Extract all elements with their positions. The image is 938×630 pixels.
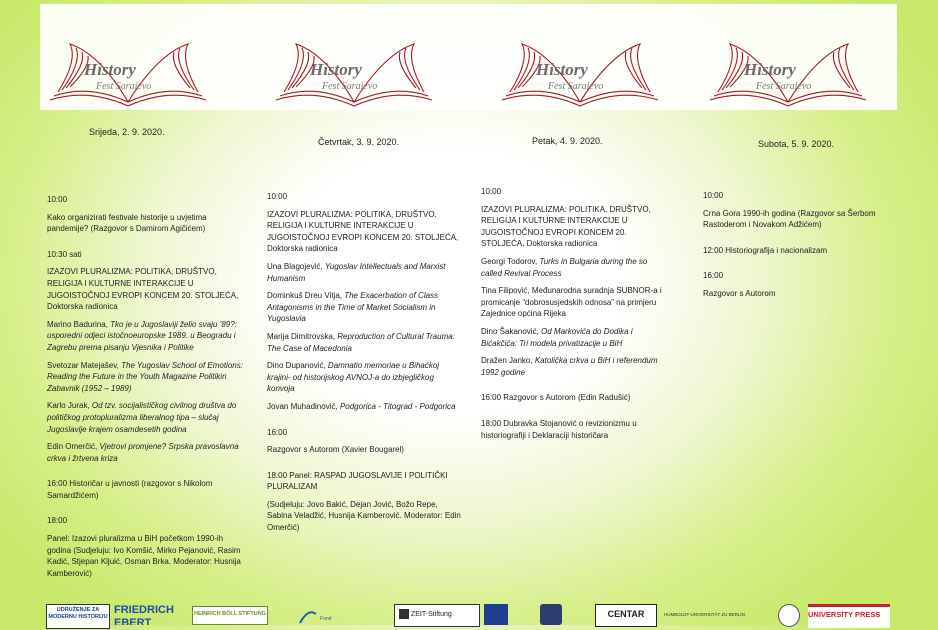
logo-title: History [84, 60, 136, 79]
schedule-item: 10:00 [47, 195, 68, 204]
schedule-column-saturday [703, 190, 893, 306]
schedule-item: IZAZOVI PLURALIZMA: POLITIKA, DRUŠTVO, RELIGIJA I KULTURNE INTERAKCIJE U JUGOISTOČNOJ EVROPI KONCEM 20. STOLJEĆA, Doktorska radionica [47, 267, 239, 312]
schedule-item: Tina Filipović, Međunarodna suradnja SUBNOR-a i promicanje “dobrosusjedskih odnosa” na primjeru Zajednice općina Rijeka [481, 286, 662, 319]
logo-subtitle: Fest Sarajevo [756, 81, 812, 92]
schedule-column-friday [481, 186, 667, 447]
schedule-item: Georgi Todorov, Turks in Bulgaria during the so called Revival Process [481, 256, 648, 278]
sponsor-crest-logo [540, 604, 562, 625]
logo-title: History [744, 60, 796, 79]
sponsor-seal-logo [778, 604, 800, 627]
sponsor-humboldt-logo: HUMBOLDT-UNIVERSITÄT ZU BERLIN [664, 612, 745, 617]
schedule-column-wednesday [47, 194, 247, 585]
schedule-item: IZAZOVI PLURALIZMA: POLITIKA, DRUŠTVO, RELIGIJA I KULTURNE INTERAKCIJE U JUGOISTOČNOJ EVROPI KONCEM 20. STOLJEĆA, Doktorska radionica [481, 204, 651, 249]
schedule-item: Razgovor s Autorom [703, 288, 776, 298]
schedule-item: 10:00 [481, 187, 502, 196]
schedule-item: Dino Dupanović, Damnatio memoriae u Bihaćkoj krajini- od historijskog AVNOJ-a do izbjegličkog konvoja [267, 361, 440, 394]
sponsor-eu-logo [484, 604, 508, 625]
schedule-item: Dominkuš Dreu Vitja, The Exacerbation of Class Antagonisms in the Time of Market Socialism in Yugoslavia [267, 291, 439, 324]
schedule-column-thursday [267, 191, 462, 540]
schedule-item: Svetozar Matejašev, The Yugoslav School of Emotions: Reading the Future in the Youth Magazine Politikin Zabavnik (1952 – 1989) [47, 360, 243, 393]
logo-title: History [536, 60, 588, 79]
logo-subtitle: Fest Sarajevo [96, 81, 152, 92]
logo-subtitle: Fest Sarajevo [548, 81, 604, 92]
schedule-item: Razgovor s Autorom (Xavier Bougarel) [267, 445, 404, 455]
zeit-mark-icon [399, 609, 409, 619]
schedule-item: Una Blagojević, Yugoslav Intellectuals and Marxist Humanism [267, 261, 446, 283]
schedule-item: 16:00 Historičar u javnosti (razgovor s Nikolom Samardžićem) [47, 479, 213, 500]
schedule-item: 18:00 [47, 516, 68, 526]
day-date: Četvrtak, 3. 9. 2020. [318, 137, 400, 147]
schedule-item: Marino Badurina, Tko je u Jugoslaviji želio svaju ’89?: usporedni odjeci istočnoeuropske 1989. u Beogradu i Zagrebu prema pisanju Vjesnika i Politike [47, 319, 237, 352]
history-fest-logo [708, 40, 868, 112]
schedule-item: 12:00 Historiografija i nacionalizam [703, 245, 828, 255]
sponsor-footer [0, 604, 938, 625]
history-fest-logo [274, 40, 434, 112]
schedule-item: Marija Dimitrovska, Reproduction of Cultural Trauma: The Case of Macedonia [267, 331, 455, 353]
history-fest-logo [48, 40, 208, 112]
day-date: Petak, 4. 9. 2020. [532, 136, 603, 146]
schedule-item: 10:00 [267, 192, 288, 201]
swirl-icon [298, 604, 318, 625]
schedule-item: 16:00 Razgovor s Autorom (Edin Radušić) [481, 393, 631, 403]
day-date: Srijeda, 2. 9. 2020. [89, 127, 165, 137]
schedule-item: Panel: Izazovi pluralizma u BiH početkom 1990-ih godina (Sudjeluju: Ivo Komšić, Mirko Pejanović, Rasim Kadić, Stjepan Kljuić, Osman Brka. Moderator: Husnija Kamberović) [47, 534, 241, 578]
sponsor-friedrich-ebert-logo: FRIEDRICH EBERT [114, 604, 174, 625]
schedule-item: 18:00 Panel: RASPAD JUGOSLAVIJE I POLITIČKI PLURALIZAM [267, 470, 448, 492]
schedule-item: Karlo Jurak, Od tzv. socijalističkog civilnog društva do političkog protopluralizma liberalnog tipa – slučaj Jugoslavije krajem osamdesetih godina [47, 401, 237, 434]
schedule-item: Jovan Muhadinović, Podgorica - Titograd - Podgorica [267, 401, 456, 411]
schedule-item: 16:00 [267, 427, 288, 437]
logo-subtitle: Fest Sarajevo [322, 81, 378, 92]
sponsor-zeit-logo: ZEIT-Stiftung [394, 604, 480, 627]
schedule-item: Edin Omerčić, Vjetrovi promjene? Srpska pravoslavna crkva i žrtvena kriza [47, 442, 239, 463]
schedule-item: 16:00 [703, 271, 724, 281]
history-fest-logo [500, 40, 660, 112]
schedule-item: Dino Šakanović, Od Markovića do Dodika i Bićakčića: Tri modela privatizacije u BiH [481, 326, 633, 348]
schedule-item: Kako organizirati festivale historije u uvjetima pandemije? (Razgovor s Damirom Agičićem) [47, 212, 207, 234]
day-date: Subota, 5. 9. 2020. [758, 139, 835, 149]
sponsor-centar-logo: CENTAR [595, 604, 657, 627]
schedule-item: Crna Gora 1990-ih godina (Razgovor sa Šerbom Rastoderom i Novakom Adžićem) [703, 208, 876, 230]
schedule-item: Dražen Janko, Katolička crkva u BiH i referendum 1992 godine [481, 356, 658, 377]
sponsor-university-press-logo: UNIVERSITY PRESS [808, 604, 890, 628]
sponsor-udruzenje-logo: UDRUŽENJE ZA MODERNU HISTORIJU [46, 604, 110, 629]
schedule-item: (Sudjeluju: Jovo Bakić, Dejan Jović, Božo Repe, Sabina Veladžić, Husnija Kamberović. Moderator: Edin Omerčić) [267, 499, 461, 533]
schedule-item: IZAZOVI PLURALIZMA: POLITIKA, DRUŠTVO, RELIGIJA I KULTURNE INTERAKCIJE U JUGOISTOČNOJ EVROPI KONCEM 20. STOLJEĆA, Doktorska radionica [267, 209, 459, 254]
sponsor-fond-logo: Fond [298, 604, 338, 625]
schedule-item: 10:00 [703, 191, 724, 200]
schedule-item: 10:30 sati [47, 249, 82, 259]
sponsor-boell-logo: HEINRICH BÖLL STIFTUNG [192, 606, 268, 625]
logo-title: History [310, 60, 362, 79]
schedule-item: 18:00 Dubravka Stojanović o revizionizmu u historiografiji i Deklaraciji historičara [481, 418, 637, 440]
